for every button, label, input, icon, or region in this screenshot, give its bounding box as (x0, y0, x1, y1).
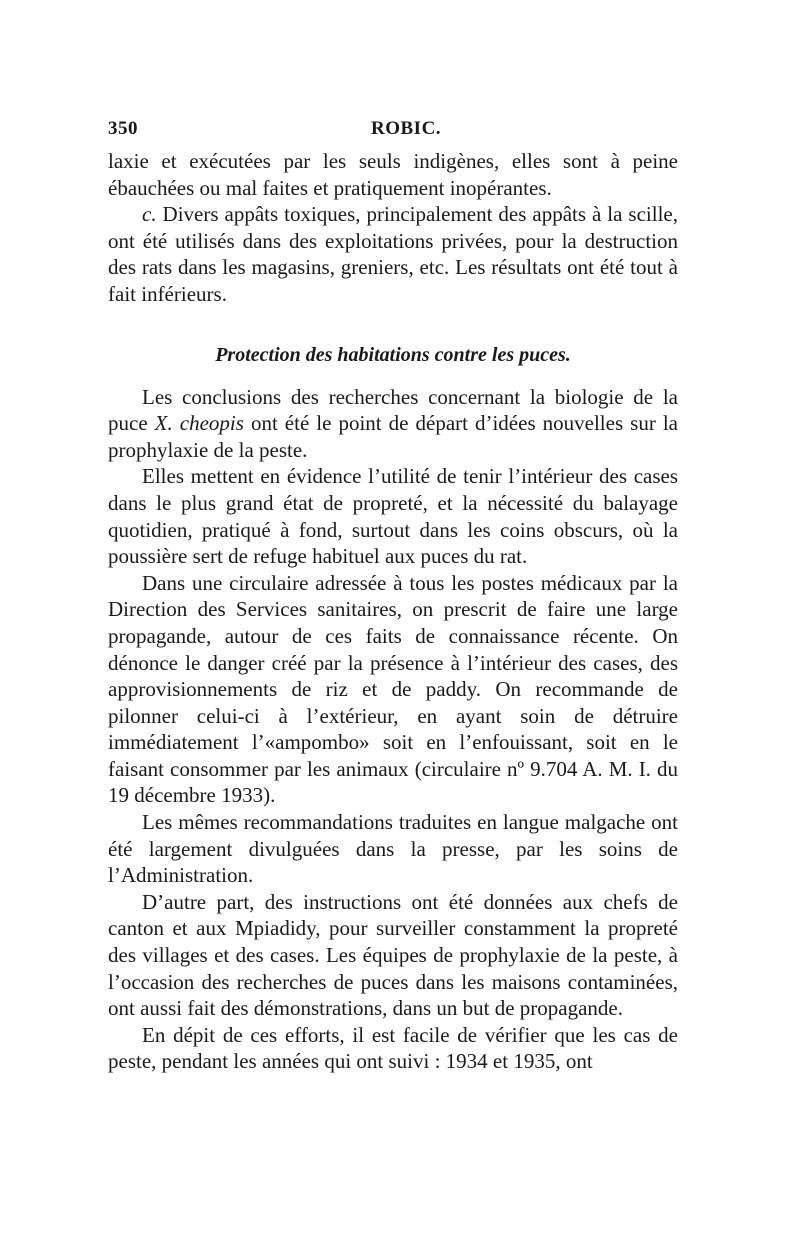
species-name: X. cheopis (154, 411, 244, 436)
page-header (108, 118, 678, 148)
item-letter: c. (142, 202, 157, 227)
running-head: ROBIC. (371, 118, 442, 139)
paragraph-circular: Dans une circulaire adressée à tous les postes médicaux par la Direction des Services sanitaires, on prescrit de faire une large propagande, autour de ces faits de connaissance récente. On dénonce le danger créé par la présence à l’intérieur des cases, des approvisionnements de riz et de paddy. On recommande de pilonner celui-ci à l’extérieur, en ayant soin de détruire immédiatement l’«ampombo» soit en l’enfouissant, soit en le faisant consommer par les animaux (circulaire nº 9.704 A. M. I. du 19 décembre 1933). (108, 570, 678, 808)
paragraph-recommendations: Les mêmes recommandations traduites en langue malgache ont été largement divulguées dans la presse, par les soins de l’Administration. (108, 810, 678, 888)
document-page (108, 118, 678, 1075)
paragraph-despite: En dépit de ces efforts, il est facile de vérifier que les cas de peste, pendant les années qui ont suivi : 1934 et 1935, ont (108, 1022, 678, 1074)
paragraph-conclusions (108, 384, 678, 464)
paragraph-instructions: D’autre part, des instructions ont été données aux chefs de canton et aux Mpiadidy, pour surveiller constamment la propreté des villages et des cases. Les équipes de prophylaxie de la peste, à l’occasion des recherches de puces dans les maisons contaminées, ont aussi fait des démonstrations, dans un but de propagande. (108, 889, 678, 1021)
item-text: Divers appâts toxiques, principalement des appâts à la scille, ont été utilisés dans des exploitations privées, pour la destruction des rats dans les magasins, greniers, etc. Les résultats ont été tout à fait inférieurs. (108, 202, 678, 306)
paragraph-item-c (108, 201, 678, 307)
paragraph-cleanliness: Elles mettent en évidence l’utilité de tenir l’intérieur des cases dans le plus grand état de propreté, et la nécessité du balayage quotidien, pratiqué à fond, surtout dans les coins obscurs, où la poussière sert de refuge habituel aux puces du rat. (108, 464, 678, 569)
paragraph-continuation: laxie et exécutées par les seuls indigènes, elles sont à peine ébauchées ou mal faites et pratiquement inopérantes. (108, 149, 678, 200)
paragraph-text-after: ont été le point de départ d’idées nouvelles sur la prophylaxie de la peste. (108, 411, 678, 462)
page-number: 350 (108, 118, 138, 139)
section-heading: Protection des habitations contre les puces. (215, 343, 571, 366)
paragraph-text-before: Les conclusions des recherches concernant la biologie de la puce (108, 384, 678, 436)
